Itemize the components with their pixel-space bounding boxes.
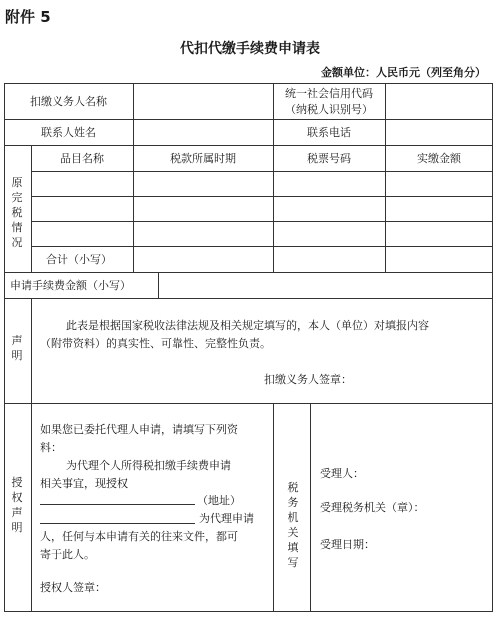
- agent-label: 为代理申请: [199, 512, 254, 525]
- subtotal-label: 合计（小写）: [46, 253, 112, 266]
- address-label: （地址）: [197, 494, 241, 507]
- auth-text-1: 如果您已委托代理人申请，请填写下列资: [40, 423, 238, 436]
- col-divider: [273, 403, 274, 612]
- row-divider: [31, 171, 493, 172]
- contact-name-field[interactable]: [134, 120, 272, 145]
- agent-name-line[interactable]: [40, 504, 195, 505]
- authorizer-signature-label: 授权人签章：: [40, 581, 106, 594]
- row-divider: [4, 403, 493, 404]
- contact-phone-field[interactable]: [386, 120, 492, 145]
- auth-text-6: 人，任何与本申请有关的往来文件，都可: [40, 530, 238, 543]
- annex-label: 附件 5: [5, 8, 51, 26]
- header-tax-period: 税款所属时期: [170, 152, 236, 165]
- authorization-label: 授权声明: [11, 476, 23, 534]
- auth-text-3: 为代理个人所得税扣缴手续费申请: [66, 459, 231, 472]
- declaration-text-2: （附带资料）的真实性、可靠性、完整性负责。: [40, 337, 271, 350]
- row-divider: [31, 246, 493, 247]
- col-divider: [31, 298, 32, 612]
- withholder-name-label: 扣缴义务人名称: [30, 95, 107, 108]
- credit-code-field[interactable]: [386, 84, 492, 119]
- row-divider: [31, 196, 493, 197]
- fee-amount-field[interactable]: [159, 273, 492, 298]
- auth-text-2: 料：: [40, 441, 62, 454]
- auth-text-7: 寄于此人。: [40, 548, 95, 561]
- auth-text-4: 相关事宜，现授权: [40, 477, 128, 490]
- receiver-label: 受理人：: [320, 467, 364, 480]
- col-divider: [310, 403, 311, 612]
- credit-code-label: 统一社会信用代码: [285, 87, 373, 100]
- tax-office-label: 税务机关填写: [287, 481, 299, 569]
- contact-phone-label: 联系电话: [307, 126, 351, 139]
- contact-name-label: 联系人姓名: [41, 126, 96, 139]
- withholder-name-field[interactable]: [134, 84, 272, 119]
- declaration-label: 声明: [11, 334, 23, 362]
- declaration-text-1: 此表是根据国家税收法律法规及相关规定填写的，本人（单位）对填报内容: [66, 319, 429, 332]
- withholder-signature-label: 扣缴义务人签章：: [264, 373, 352, 386]
- row-divider: [4, 298, 493, 299]
- header-paid-amount: 实缴金额: [417, 152, 461, 165]
- row-divider: [31, 221, 493, 222]
- form-title: 代扣代缴手续费申请表: [180, 41, 320, 57]
- taxpayer-id-label: （纳税人识别号）: [285, 103, 373, 116]
- address-line[interactable]: [40, 523, 195, 524]
- receiving-date-label: 受理日期：: [320, 538, 375, 551]
- header-receipt-number: 税票号码: [307, 152, 351, 165]
- original-tax-label: 原完税情况: [11, 176, 23, 249]
- receiving-office-label: 受理税务机关（章）：: [320, 501, 425, 514]
- fee-amount-label: 申请手续费金额（小写）: [10, 279, 131, 292]
- amount-unit: 金额单位：人民币元（列至角分）: [321, 66, 486, 79]
- header-item-name: 品目名称: [60, 152, 104, 165]
- row-divider: [4, 145, 493, 146]
